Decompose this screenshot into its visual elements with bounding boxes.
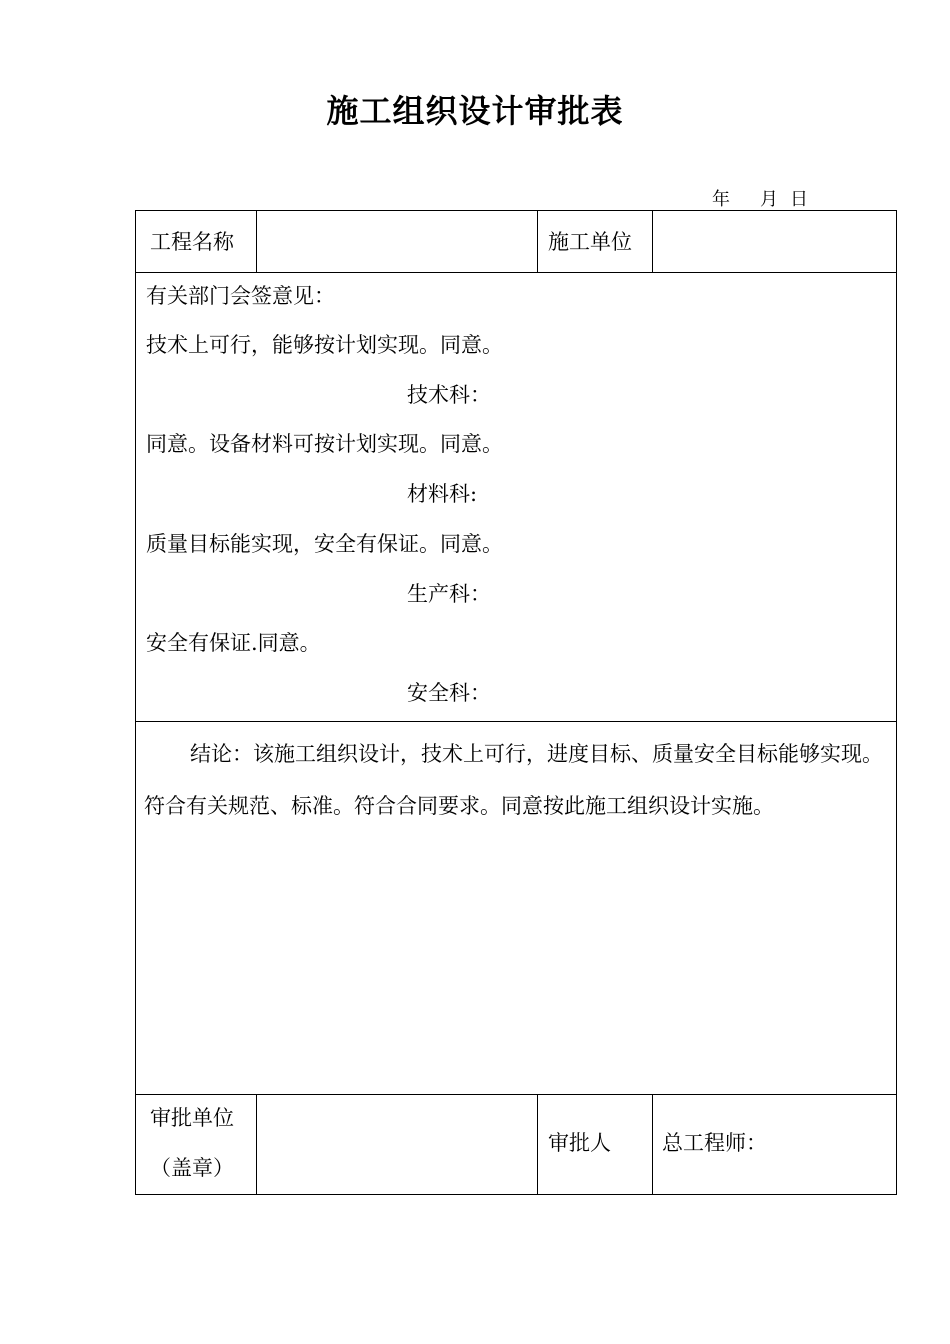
row-divider-3: [135, 1094, 897, 1095]
date-line: [712, 185, 808, 211]
opinion-text-technical: 技术上可行，能够按计划实现。同意。: [146, 333, 503, 357]
construction-unit-label: 施工单位: [548, 230, 632, 254]
opinion-dept-production: 生产科：: [407, 582, 491, 606]
opinion-text-safety: 安全有保证.同意。: [146, 631, 321, 655]
opinion-dept-safety: 安全科：: [407, 681, 491, 705]
col-divider-r4-c: [652, 1094, 653, 1194]
approver-label: 审批人: [548, 1131, 611, 1155]
col-divider-r4-b: [537, 1094, 538, 1194]
date-month[interactable]: 月: [760, 189, 778, 210]
approval-table: [135, 210, 897, 1195]
construction-unit-field[interactable]: [654, 212, 896, 271]
date-day[interactable]: 日: [790, 189, 808, 210]
row-divider-2: [135, 721, 897, 722]
col-divider-r1-c: [652, 210, 653, 272]
row-divider-1: [135, 272, 897, 273]
opinion-text-materials: 同意。设备材料可按计划实现。同意。: [146, 432, 503, 456]
approval-unit-seal-label: （盖章）: [150, 1156, 234, 1180]
approval-unit-field[interactable]: [258, 1096, 536, 1193]
opinion-dept-technical: 技术科：: [407, 383, 491, 407]
date-year[interactable]: 年: [712, 189, 730, 210]
col-divider-r4-a: [256, 1094, 257, 1194]
approval-unit-label: 审批单位: [150, 1106, 234, 1130]
page-title: 施工组织设计审批表: [326, 92, 624, 130]
conclusion-text: 结论：该施工组织设计，技术上可行，进度目标、质量安全目标能够实现。符合有关规范、标准。符合合同要求。同意按此施工组织设计实施。: [144, 742, 883, 818]
opinion-dept-materials: 材料科:: [407, 482, 478, 506]
chief-engineer-label[interactable]: 总工程师：: [662, 1131, 767, 1155]
opinion-text-production: 质量目标能实现，安全有保证。同意。: [146, 532, 503, 556]
col-divider-r1-a: [256, 210, 257, 272]
col-divider-r1-b: [537, 210, 538, 272]
opinions-header: 有关部门会签意见：: [146, 284, 335, 308]
project-name-field[interactable]: [258, 212, 536, 271]
project-name-label: 工程名称: [150, 230, 234, 254]
